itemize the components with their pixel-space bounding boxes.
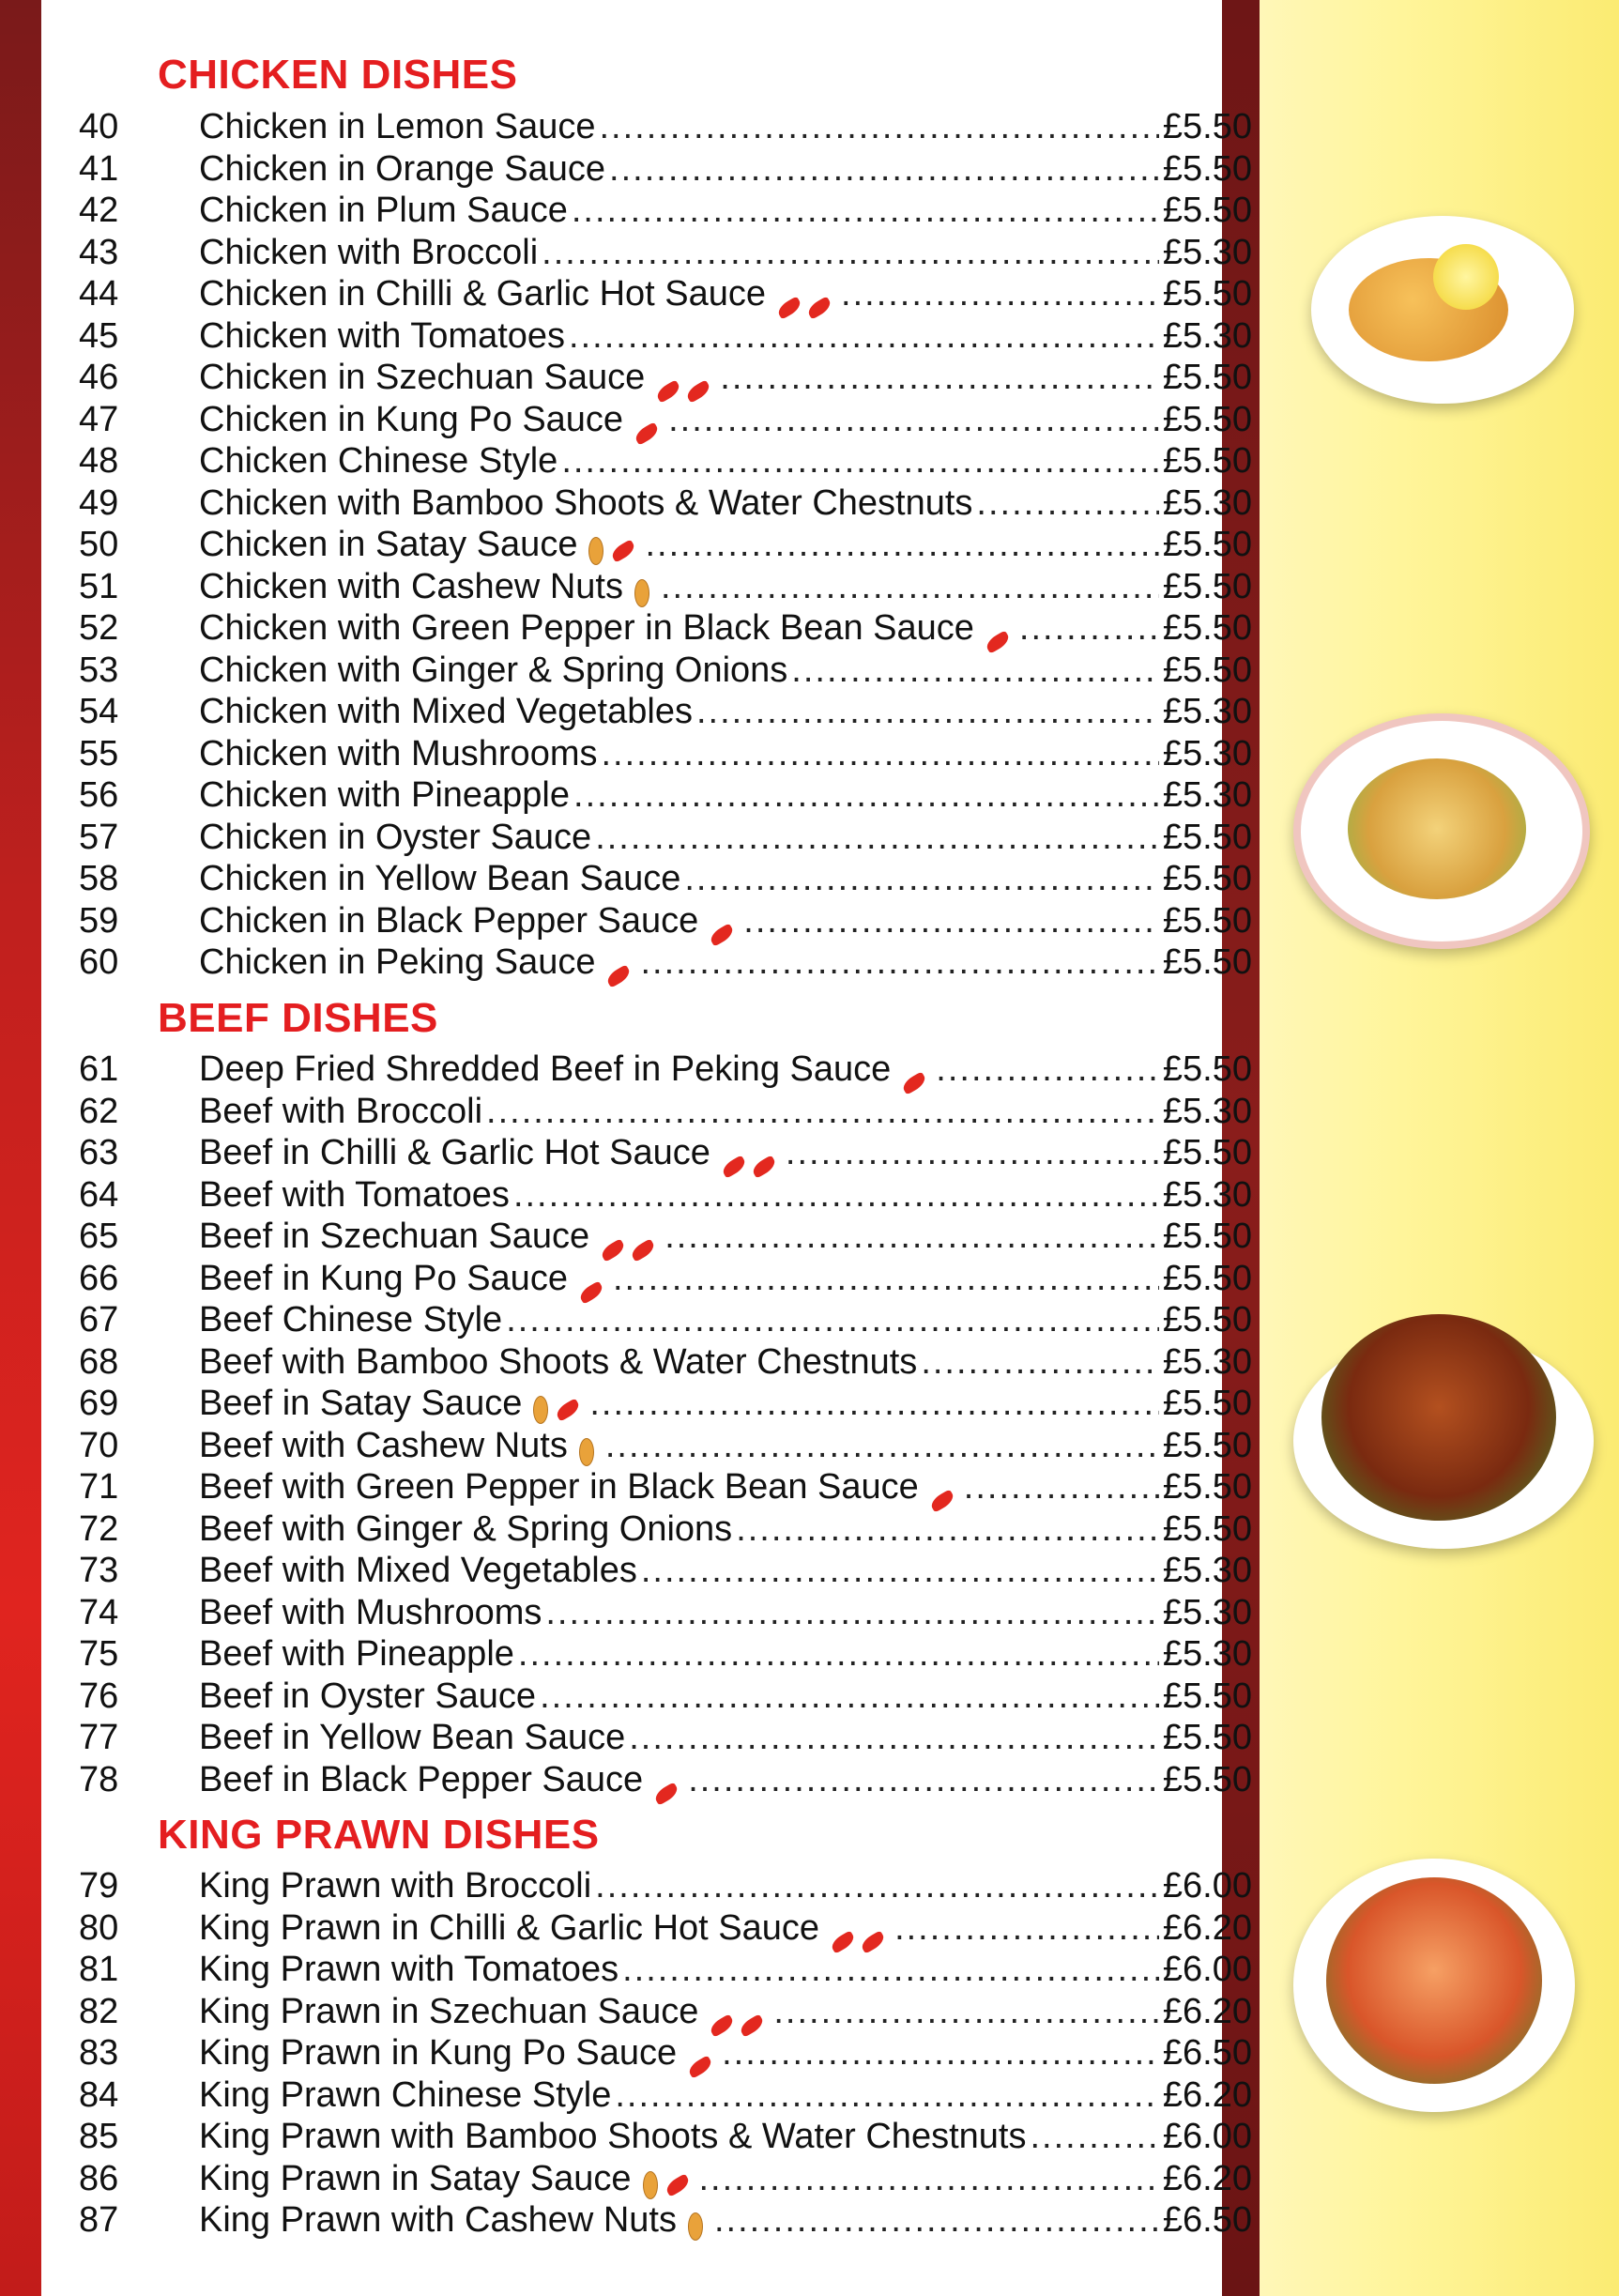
item-price: £5.50	[1162, 399, 1252, 439]
dish-photo-king-prawn	[1293, 1859, 1575, 2112]
item-number: 57	[79, 817, 119, 857]
item-number: 75	[79, 1634, 119, 1674]
menu-item	[79, 1717, 1252, 1758]
dot-leader	[609, 148, 1159, 190]
item-price: £5.30	[1162, 232, 1252, 272]
item-price: £5.50	[1162, 1217, 1252, 1256]
item-number: 76	[79, 1676, 119, 1716]
item-name: Beef with Green Pepper in Black Bean Sauce	[199, 1467, 919, 1507]
item-price: £5.50	[1162, 441, 1252, 481]
item-price: £5.50	[1162, 859, 1252, 898]
dot-leader	[589, 1383, 1159, 1424]
menu-item	[79, 1216, 1252, 1257]
item-name: Chicken with Green Pepper in Black Bean Sauce	[199, 608, 974, 648]
item-number: 47	[79, 399, 119, 439]
item-name: King Prawn with Broccoli	[199, 1866, 592, 1906]
item-number: 66	[79, 1258, 119, 1298]
dot-leader	[699, 2158, 1159, 2199]
menu-item	[79, 1865, 1252, 1906]
item-name: King Prawn with Bamboo Shoots & Water Chestnuts	[199, 2117, 1027, 2156]
chili-pepper-icon	[664, 2173, 692, 2197]
menu-item	[79, 315, 1252, 357]
menu-item	[79, 1466, 1252, 1508]
item-name: Chicken in Oyster Sauce	[199, 817, 592, 857]
item-name: Chicken with Mixed Vegetables	[199, 692, 693, 731]
item-name: Beef in Satay Sauce	[199, 1384, 523, 1423]
item-number: 58	[79, 859, 119, 898]
item-number: 56	[79, 775, 119, 815]
item-name: Chicken in Plum Sauce	[199, 191, 568, 230]
item-price: £5.30	[1162, 1174, 1252, 1215]
dish-photo-beef	[1293, 1333, 1594, 1549]
dot-leader	[696, 691, 1159, 732]
dot-leader	[668, 399, 1159, 440]
image-panel	[1260, 0, 1619, 2296]
dot-leader	[921, 1341, 1159, 1383]
dot-leader	[540, 1676, 1159, 1717]
dot-leader	[976, 482, 1158, 524]
item-number: 73	[79, 1551, 119, 1590]
item-number: 77	[79, 1718, 119, 1757]
dot-leader	[595, 817, 1159, 858]
menu-item	[79, 1550, 1252, 1591]
item-price: £5.50	[1162, 650, 1252, 690]
menu-item	[79, 2199, 1252, 2241]
item-number: 79	[79, 1866, 119, 1906]
dish-photo-chicken-vegetables	[1293, 713, 1590, 949]
dot-leader	[605, 1425, 1159, 1466]
item-name: Beef Chinese Style	[199, 1300, 503, 1339]
item-name: King Prawn in Chilli & Garlic Hot Sauce	[199, 1907, 820, 1948]
food-icon	[1321, 1314, 1556, 1521]
item-name: Beef in Black Pepper Sauce	[199, 1759, 644, 1799]
item-price: £5.50	[1162, 525, 1252, 564]
dot-leader	[684, 858, 1159, 899]
item-price: £5.50	[1162, 1759, 1252, 1799]
item-price: £6.20	[1162, 1907, 1252, 1948]
menu-item	[79, 858, 1252, 899]
section-title: BEEF DISHES	[158, 995, 438, 1041]
dot-leader	[613, 1258, 1159, 1299]
dot-leader	[599, 106, 1158, 147]
food-icon	[1326, 1877, 1542, 2084]
menu-item	[79, 1991, 1252, 2032]
item-price: £5.50	[1162, 1258, 1252, 1298]
item-number: 52	[79, 608, 119, 648]
dot-leader	[791, 650, 1159, 691]
item-price: £5.50	[1162, 608, 1252, 648]
dot-leader	[714, 2199, 1159, 2241]
menu-item	[79, 273, 1252, 314]
item-price: £6.00	[1162, 1950, 1252, 1989]
item-price: £5.50	[1162, 1133, 1252, 1172]
dot-leader	[595, 1865, 1159, 1906]
item-price: £5.50	[1162, 148, 1252, 189]
item-number: 51	[79, 566, 119, 606]
item-number: 83	[79, 2033, 119, 2073]
dot-leader	[1030, 2116, 1158, 2157]
menu-item	[79, 1907, 1252, 1949]
dot-leader	[645, 524, 1158, 565]
dot-leader	[786, 1132, 1159, 1173]
peanut-icon	[643, 2171, 658, 2199]
item-name: Chicken with Tomatoes	[199, 315, 566, 356]
item-number: 69	[79, 1384, 119, 1423]
dietary-icons	[985, 635, 1016, 649]
dot-leader	[513, 1174, 1159, 1216]
item-number: 80	[79, 1907, 119, 1948]
lemon-slice-icon	[1433, 244, 1499, 310]
item-number: 85	[79, 2117, 119, 2156]
item-price: £5.50	[1162, 1300, 1252, 1339]
item-number: 53	[79, 650, 119, 690]
menu-item	[79, 440, 1252, 482]
dot-leader	[506, 1299, 1159, 1340]
item-number: 41	[79, 148, 119, 189]
dietary-icons	[902, 1077, 932, 1090]
dot-leader	[572, 190, 1159, 231]
item-number: 42	[79, 191, 119, 230]
item-price: £6.20	[1162, 1991, 1252, 2031]
dietary-icons	[654, 1787, 684, 1800]
item-price: £5.30	[1162, 1551, 1252, 1590]
dot-leader	[561, 440, 1159, 482]
item-name: Beef in Szechuan Sauce	[199, 1217, 590, 1256]
item-number: 82	[79, 1991, 119, 2031]
dietary-icons	[688, 2212, 710, 2241]
item-name: King Prawn in Szechuan Sauce	[199, 1991, 699, 2031]
item-price: £5.50	[1162, 1718, 1252, 1757]
menu-item	[79, 941, 1252, 983]
item-price: £6.00	[1162, 1866, 1252, 1906]
item-number: 84	[79, 2074, 119, 2115]
menu-item	[79, 357, 1252, 398]
item-name: Beef with Mushrooms	[199, 1592, 542, 1632]
dot-leader	[640, 941, 1158, 983]
menu-item	[79, 1676, 1252, 1717]
item-number: 72	[79, 1508, 119, 1549]
dietary-icons	[930, 1494, 960, 1508]
item-name: Beef with Pineapple	[199, 1634, 514, 1674]
food-icon	[1348, 758, 1526, 899]
menu-item	[79, 900, 1252, 941]
item-number: 87	[79, 2200, 119, 2240]
chili-pepper-icon	[610, 539, 638, 562]
dot-leader	[629, 1717, 1159, 1758]
item-number: 64	[79, 1174, 119, 1215]
item-name: Beef in Chilli & Garlic Hot Sauce	[199, 1133, 710, 1172]
item-name: Beef with Mixed Vegetables	[199, 1551, 637, 1590]
item-price: £5.50	[1162, 1676, 1252, 1716]
dot-leader	[722, 2032, 1159, 2074]
item-number: 48	[79, 441, 119, 481]
item-price: £5.50	[1162, 1384, 1252, 1423]
menu-item	[79, 2032, 1252, 2074]
menu-item	[79, 1425, 1252, 1466]
item-name: Chicken with Mushrooms	[199, 733, 598, 773]
item-name: Chicken with Bamboo Shoots & Water Chestnuts	[199, 482, 973, 523]
menu-item	[79, 1633, 1252, 1675]
menu-item	[79, 1592, 1252, 1633]
menu-item	[79, 566, 1252, 607]
item-name: Chicken with Cashew Nuts	[199, 566, 623, 606]
menu-item	[79, 1949, 1252, 1990]
item-price: £5.50	[1162, 191, 1252, 230]
menu-item	[79, 106, 1252, 147]
item-price: £5.50	[1162, 274, 1252, 314]
dietary-icons	[710, 2019, 770, 2032]
item-name: Beef with Cashew Nuts	[199, 1425, 568, 1465]
dot-leader	[601, 733, 1158, 774]
dot-leader	[841, 273, 1159, 314]
item-name: Chicken Chinese Style	[199, 441, 558, 481]
item-name: Chicken with Broccoli	[199, 232, 539, 272]
item-price: £5.50	[1162, 566, 1252, 606]
item-name: Chicken in Szechuan Sauce	[199, 358, 646, 397]
dot-leader	[773, 1991, 1159, 2032]
menu-item	[79, 650, 1252, 691]
item-price: £5.30	[1162, 733, 1252, 773]
dot-leader	[736, 1508, 1159, 1550]
menu-item	[79, 1258, 1252, 1299]
menu-item	[79, 1132, 1252, 1173]
item-number: 50	[79, 525, 119, 564]
item-number: 60	[79, 942, 119, 982]
chili-pepper-icon	[652, 1782, 680, 1805]
item-price: £6.20	[1162, 2074, 1252, 2115]
dietary-icons	[656, 385, 716, 398]
item-number: 65	[79, 1217, 119, 1256]
item-name: King Prawn in Satay Sauce	[199, 2158, 632, 2198]
dot-leader	[664, 1216, 1159, 1257]
dietary-icons	[579, 1286, 609, 1299]
dot-leader	[569, 315, 1159, 357]
item-price: £5.30	[1162, 775, 1252, 815]
item-price: £5.30	[1162, 1634, 1252, 1674]
dot-leader	[964, 1466, 1159, 1508]
item-name: Beef in Oyster Sauce	[199, 1676, 537, 1716]
item-name: Deep Fried Shredded Beef in Peking Sauce	[199, 1049, 892, 1089]
item-price: £5.30	[1162, 1091, 1252, 1131]
item-price: £5.30	[1162, 482, 1252, 523]
item-name: Beef in Kung Po Sauce	[199, 1258, 568, 1298]
menu-item	[79, 190, 1252, 231]
item-name: Beef with Ginger & Spring Onions	[199, 1508, 733, 1549]
dot-leader	[622, 1949, 1159, 1990]
item-number: 81	[79, 1950, 119, 1989]
item-price: £5.50	[1162, 1049, 1252, 1089]
item-name: King Prawn Chinese Style	[199, 2074, 612, 2115]
item-number: 78	[79, 1759, 119, 1799]
menu-item	[79, 399, 1252, 440]
item-number: 46	[79, 358, 119, 397]
dietary-icons	[831, 1936, 891, 1949]
item-price: £6.50	[1162, 2200, 1252, 2240]
item-name: Beef in Yellow Bean Sauce	[199, 1718, 626, 1757]
peanut-icon	[688, 2212, 703, 2241]
item-name: Beef with Tomatoes	[199, 1174, 510, 1215]
section-title: KING PRAWN DISHES	[158, 1812, 600, 1858]
item-price: £5.50	[1162, 900, 1252, 941]
item-price: £5.50	[1162, 942, 1252, 982]
dietary-icons	[777, 301, 837, 314]
dietary-icons	[533, 1396, 586, 1424]
dot-leader	[641, 1550, 1159, 1591]
dietary-icons	[606, 970, 636, 983]
menu-item	[79, 1091, 1252, 1132]
dot-leader	[688, 1759, 1159, 1800]
menu-item	[79, 482, 1252, 524]
peanut-icon	[533, 1396, 548, 1424]
menu-item	[79, 232, 1252, 273]
item-name: Chicken with Pineapple	[199, 775, 571, 815]
item-name: Chicken in Satay Sauce	[199, 525, 578, 564]
dot-leader	[486, 1091, 1159, 1132]
menu-item	[79, 774, 1252, 816]
item-name: Chicken in Lemon Sauce	[199, 107, 596, 146]
item-price: £5.50	[1162, 358, 1252, 397]
dish-photo-lemon-chicken	[1311, 216, 1574, 404]
item-price: £6.20	[1162, 2158, 1252, 2198]
menu-item	[79, 2074, 1252, 2116]
item-number: 45	[79, 315, 119, 356]
dot-leader	[743, 900, 1159, 941]
dot-leader	[518, 1633, 1159, 1675]
item-price: £5.30	[1162, 692, 1252, 731]
dot-leader	[545, 1592, 1159, 1633]
menu-item	[79, 1049, 1252, 1090]
item-price: £5.50	[1162, 107, 1252, 146]
dot-leader	[936, 1049, 1159, 1090]
item-price: £5.30	[1162, 1341, 1252, 1382]
menu-item	[79, 691, 1252, 732]
item-number: 70	[79, 1425, 119, 1465]
item-number: 49	[79, 482, 119, 523]
dot-leader	[542, 232, 1159, 273]
item-name: King Prawn with Cashew Nuts	[199, 2200, 677, 2240]
menu-item	[79, 2116, 1252, 2157]
dot-leader	[615, 2074, 1159, 2116]
item-name: Chicken in Black Pepper Sauce	[199, 900, 699, 941]
menu-item	[79, 148, 1252, 190]
peanut-icon	[634, 579, 649, 607]
dietary-icons	[579, 1438, 602, 1466]
dietary-icons	[710, 928, 740, 941]
item-number: 74	[79, 1592, 119, 1632]
dot-leader	[573, 774, 1159, 816]
item-number: 54	[79, 692, 119, 731]
chili-pepper-icon	[605, 964, 634, 987]
menu-item	[79, 817, 1252, 858]
chili-pepper-icon	[555, 1398, 583, 1421]
item-name: Chicken in Peking Sauce	[199, 942, 596, 982]
item-price: £5.50	[1162, 1508, 1252, 1549]
dietary-icons	[722, 1160, 782, 1173]
menu-item	[79, 733, 1252, 774]
item-price: £5.50	[1162, 1467, 1252, 1507]
item-number: 62	[79, 1091, 119, 1131]
item-name: Chicken with Ginger & Spring Onions	[199, 650, 788, 690]
dot-leader	[894, 1907, 1159, 1949]
dot-leader	[1019, 607, 1159, 649]
menu-item	[79, 1508, 1252, 1550]
item-price: £6.00	[1162, 2117, 1252, 2156]
item-number: 40	[79, 107, 119, 146]
item-price: £5.50	[1162, 1425, 1252, 1465]
item-name: Chicken in Chilli & Garlic Hot Sauce	[199, 274, 767, 314]
item-name: Chicken in Yellow Bean Sauce	[199, 859, 681, 898]
item-name: Chicken in Kung Po Sauce	[199, 399, 624, 439]
menu-item	[79, 524, 1252, 565]
dietary-icons	[634, 579, 657, 607]
menu-item	[79, 607, 1252, 649]
item-price: £5.30	[1162, 315, 1252, 356]
menu-item	[79, 1174, 1252, 1216]
menu-item	[79, 1759, 1252, 1800]
item-number: 61	[79, 1049, 119, 1089]
item-name: Beef with Bamboo Shoots & Water Chestnuts	[199, 1341, 918, 1382]
item-name: King Prawn with Tomatoes	[199, 1950, 619, 1989]
item-price: £5.50	[1162, 817, 1252, 857]
section-title: CHICKEN DISHES	[158, 52, 518, 98]
dietary-icons	[688, 2060, 718, 2074]
item-name: Beef with Broccoli	[199, 1091, 483, 1131]
dietary-icons	[588, 537, 641, 565]
item-price: £6.50	[1162, 2033, 1252, 2073]
peanut-icon	[588, 537, 603, 565]
item-number: 59	[79, 900, 119, 941]
item-number: 71	[79, 1467, 119, 1507]
item-number: 68	[79, 1341, 119, 1382]
item-name: King Prawn in Kung Po Sauce	[199, 2033, 678, 2073]
item-name: Chicken in Orange Sauce	[199, 148, 606, 189]
menu-item	[79, 1383, 1252, 1424]
item-number: 63	[79, 1133, 119, 1172]
dot-leader	[661, 566, 1159, 607]
dietary-icons	[601, 1244, 661, 1257]
item-price: £5.30	[1162, 1592, 1252, 1632]
menu-item	[79, 2158, 1252, 2199]
peanut-icon	[579, 1438, 594, 1466]
menu-item	[79, 1299, 1252, 1340]
dietary-icons	[634, 427, 664, 440]
dot-leader	[720, 357, 1159, 398]
menu-item	[79, 1341, 1252, 1383]
item-number: 67	[79, 1300, 119, 1339]
item-number: 43	[79, 232, 119, 272]
menu-list	[41, 0, 1252, 2296]
dietary-icons	[643, 2171, 695, 2199]
item-number: 55	[79, 733, 119, 773]
item-number: 86	[79, 2158, 119, 2198]
item-number: 44	[79, 274, 119, 314]
left-red-border	[0, 0, 41, 2296]
